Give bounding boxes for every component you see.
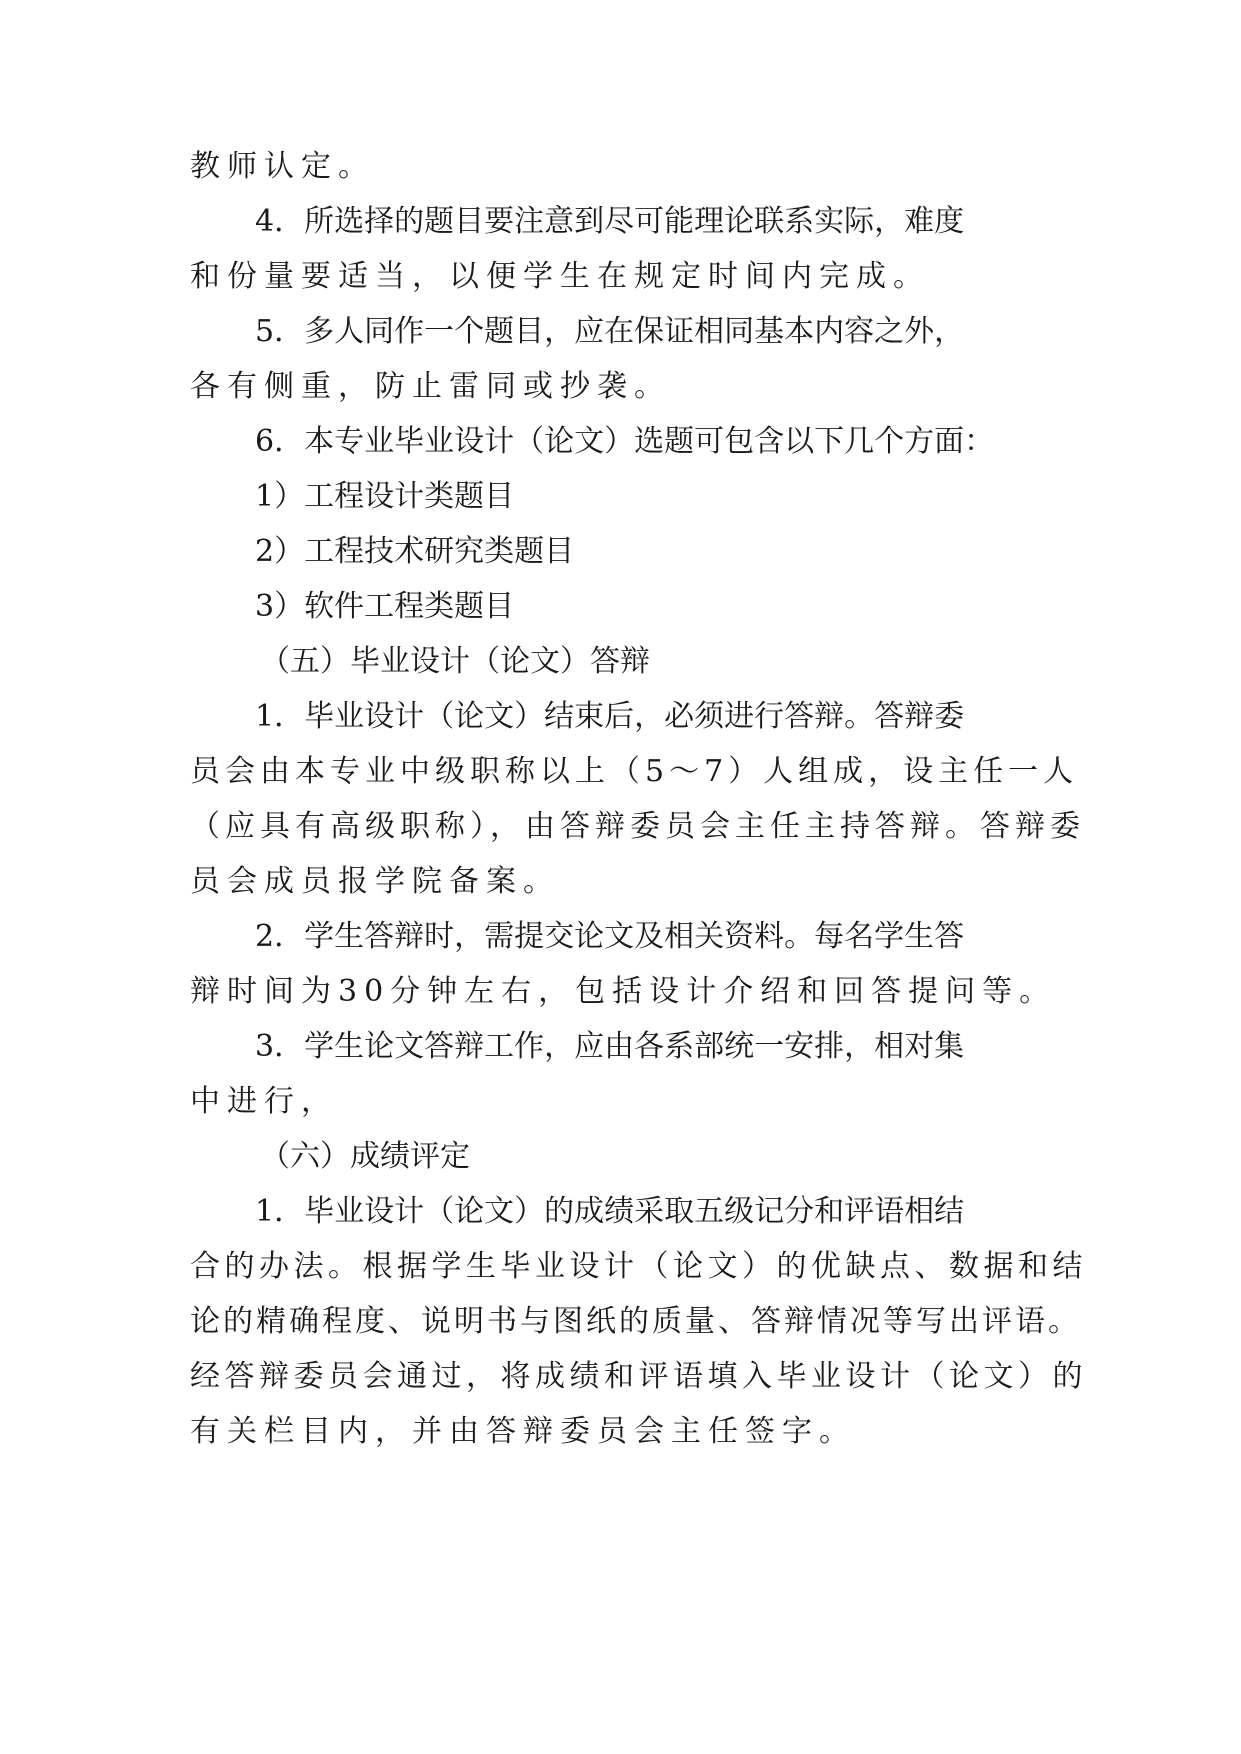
paragraph-line: 经答辩委员会通过，将成绩和评语填入毕业设计（论文）的: [190, 1359, 1087, 1394]
list-item: 1）工程设计类题目: [255, 479, 515, 514]
list-item: 2）工程技术研究类题目: [255, 534, 575, 569]
section-heading: （六）成绩评定: [260, 1139, 470, 1174]
paragraph-line: 论的精确程度、说明书与图纸的质量、答辩情况等写出评语。: [190, 1304, 1081, 1339]
paragraph-line: 有关栏目内，并由答辩委员会主任签字。: [190, 1414, 856, 1449]
paragraph-line: 4．所选择的题目要注意到尽可能理论联系实际，难度: [255, 204, 965, 239]
paragraph-line: 合的办法。根据学生毕业设计（论文）的优缺点、数据和结: [190, 1249, 1087, 1284]
paragraph-line: 3．学生论文答辩工作，应由各系部统一安排，相对集: [255, 1029, 965, 1064]
paragraph-line: 教师认定。: [190, 149, 375, 184]
paragraph-line: 6．本专业毕业设计（论文）选题可包含以下几个方面：: [255, 424, 995, 459]
paragraph-line: 员会由本专业中级职称以上（5～7）人组成，设主任一人: [190, 754, 1079, 789]
paragraph-line: 1．毕业设计（论文）的成绩采取五级记分和评语相结: [255, 1194, 965, 1229]
paragraph-line: 辩时间为30分钟左右，包括设计介绍和回答提问等。: [190, 974, 1057, 1009]
section-heading: （五）毕业设计（论文）答辩: [260, 644, 650, 679]
paragraph-line: 中进行，: [190, 1084, 338, 1119]
list-item: 3）软件工程类题目: [255, 589, 515, 624]
paragraph-line: （应具有高级职称），由答辩委员会主任主持答辩。答辩委: [190, 809, 1085, 844]
paragraph-line: 和份量要适当，以便学生在规定时间内完成。: [190, 259, 930, 294]
paragraph-line: 员会成员报学院备案。: [190, 864, 560, 899]
paragraph-line: 各有侧重，防止雷同或抄袭。: [190, 369, 671, 404]
paragraph-line: 2．学生答辩时，需提交论文及相关资料。每名学生答: [255, 919, 965, 954]
paragraph-line: 5．多人同作一个题目，应在保证相同基本内容之外，: [255, 314, 965, 349]
paragraph-line: 1．毕业设计（论文）结束后，必须进行答辩。答辩委: [255, 699, 965, 734]
